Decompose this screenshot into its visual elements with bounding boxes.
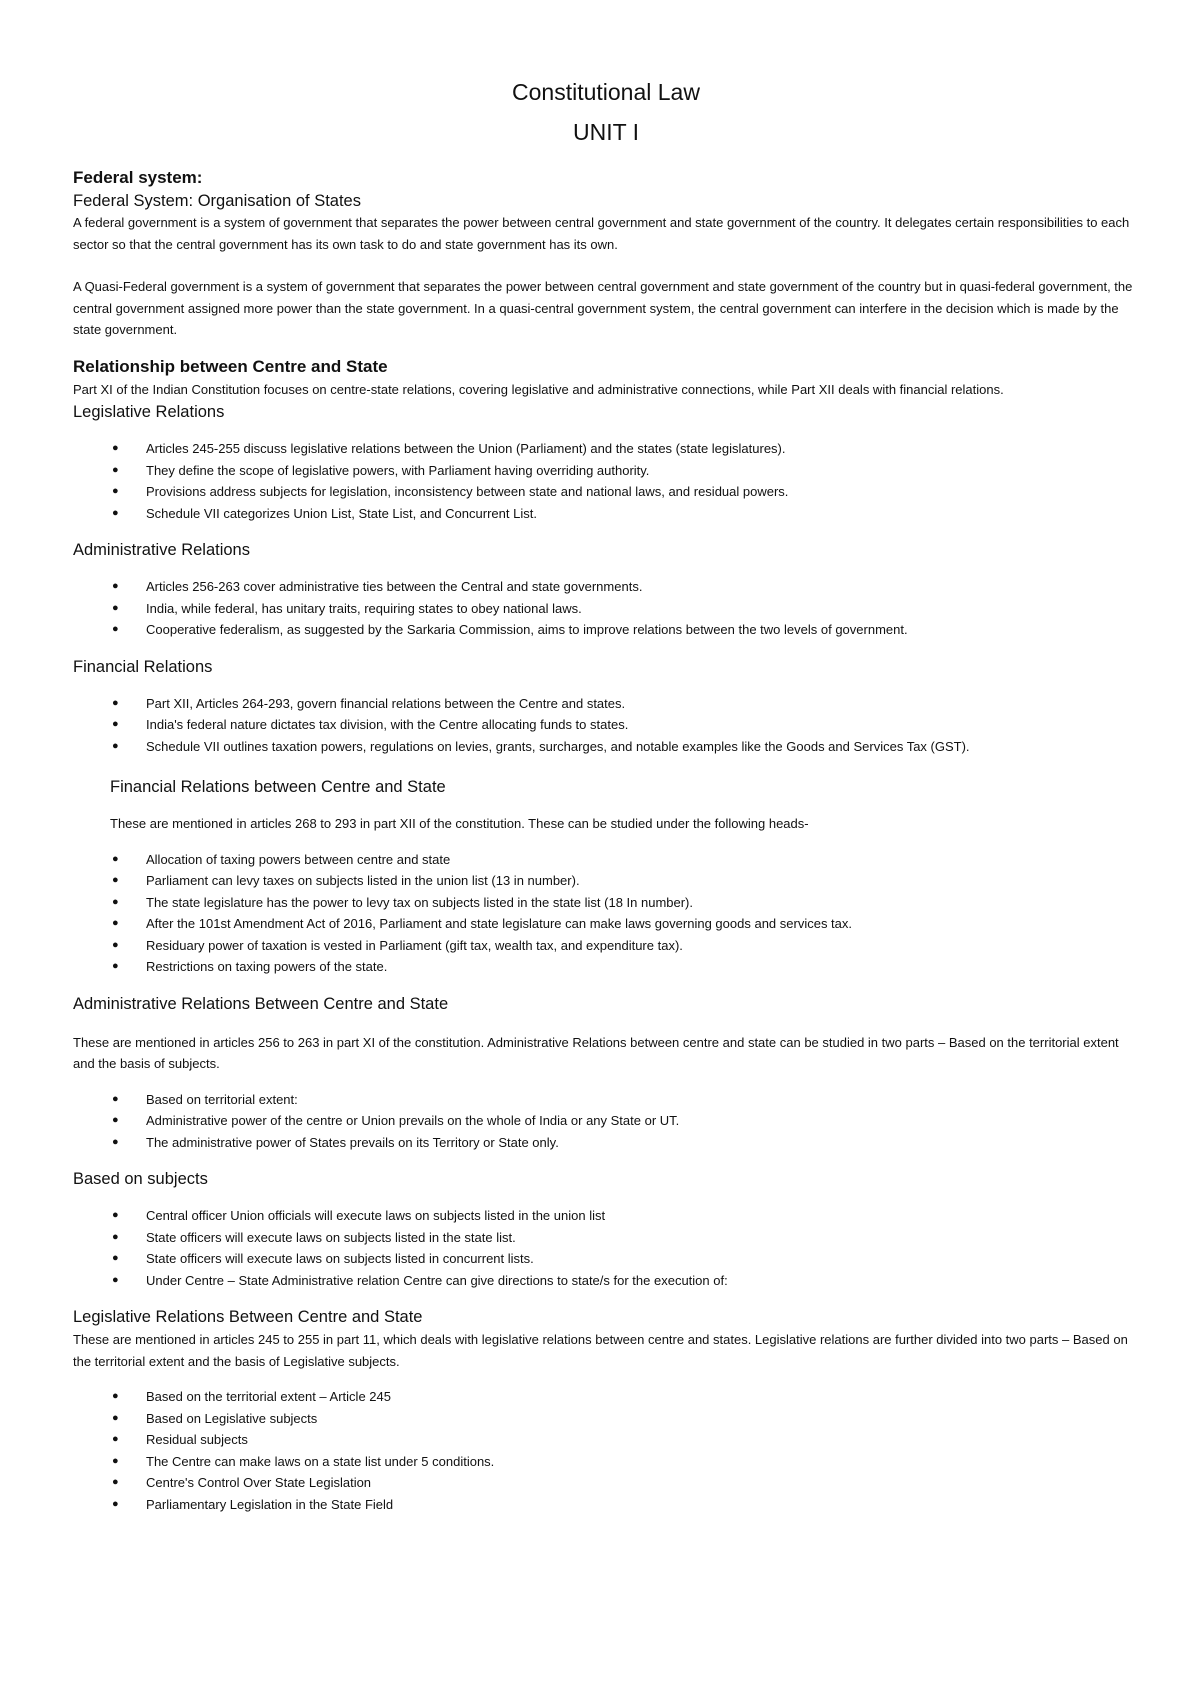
list-item: ● Part XII, Articles 264-293, govern financial relations between the Centre and states. [146, 693, 1139, 715]
bullet-icon: ● [112, 506, 119, 519]
bullet-icon: ● [112, 442, 119, 454]
financial-cs-heading: Financial Relations between Centre and State [110, 778, 446, 796]
bullet-icon: ● [112, 1273, 119, 1286]
bullet-icon: ● [112, 1433, 119, 1445]
list-item: ● Centre's Control Over State Legislation [146, 1472, 1139, 1494]
relationship-heading: Relationship between Centre and State [73, 356, 388, 376]
list-item: ● Residual subjects [146, 1429, 1139, 1451]
bullet-icon: ● [112, 696, 119, 709]
bullet-icon: ● [112, 1252, 119, 1264]
document-page [73, 72, 1139, 1515]
list-item: ● Based on Legislative subjects [146, 1408, 1139, 1430]
list-item: ● Parliamentary Legislation in the State Field [146, 1494, 1139, 1516]
bullet-icon: ● [112, 1114, 119, 1126]
legislative-relations-heading: Legislative Relations [73, 403, 225, 421]
list-item: ● Central officer Union officials will execute laws on subjects listed in the union list [146, 1205, 1139, 1227]
bullet-icon: ● [112, 463, 119, 476]
list-item: ● Under Centre – State Administrative relation Centre can give directions to state/s for the execution of: [146, 1270, 1139, 1292]
financial-cs-list [73, 849, 1139, 978]
bullet-icon: ● [112, 580, 119, 592]
relationship-paragraph: Part XI of the Indian Constitution focuses on centre-state relations, covering legislative and administrative connections, while Part XII deals with financial relations. [73, 381, 1004, 397]
bullet-icon: ● [112, 1092, 119, 1105]
federal-system-subheading: Federal System: Organisation of States [73, 192, 361, 210]
bullet-icon: ● [112, 1390, 119, 1402]
bullet-icon: ● [112, 718, 119, 730]
bullet-icon: ● [112, 1497, 119, 1510]
bullet-icon: ● [112, 601, 119, 614]
list-item: ● Based on the territorial extent – Article 245 [146, 1386, 1139, 1408]
bullet-icon: ● [112, 874, 119, 886]
list-item: ● Administrative power of the centre or Union prevails on the whole of India or any State or UT. [146, 1110, 1139, 1132]
bullet-icon: ● [112, 938, 119, 951]
admin-cs-heading: Administrative Relations Between Centre and State [73, 994, 449, 1013]
list-item: ● Schedule VII outlines taxation powers, regulations on levies, grants, surcharges, and notable examples like the Goods and Services Tax (GST). [146, 736, 1139, 758]
list-item: ● India's federal nature dictates tax division, with the Centre allocating funds to states. [146, 714, 1139, 736]
financial-cs-paragraph: These are mentioned in articles 268 to 293 in part XII of the constitution. These can be studied under the following heads- [110, 816, 809, 831]
list-item: ● After the 101st Amendment Act of 2016, Parliament and state legislature can make laws governing goods and services tax. [146, 913, 1139, 935]
administrative-relations-list [73, 576, 1139, 641]
legis-cs-heading: Legislative Relations Between Centre and State [73, 1308, 423, 1326]
list-item: ● The Centre can make laws on a state list under 5 conditions. [146, 1451, 1139, 1473]
federal-system-heading: Federal system: [73, 168, 203, 187]
list-item: ● Provisions address subjects for legislation, inconsistency between state and national laws, and residual powers. [146, 481, 1139, 503]
unit-heading: UNIT I [572, 119, 640, 145]
legislative-relations-list [73, 438, 1139, 524]
list-item: ● Schedule VII categorizes Union List, State List, and Concurrent List. [146, 503, 1139, 525]
list-item: ● State officers will execute laws on subjects listed in the state list. [146, 1227, 1139, 1249]
based-on-subjects-list [73, 1205, 1139, 1291]
list-item: ● Restrictions on taxing powers of the state. [146, 956, 1139, 978]
list-item: ● Allocation of taxing powers between centre and state [146, 849, 1139, 871]
document-title: Constitutional Law [512, 79, 700, 105]
financial-relations-list [73, 693, 1139, 758]
bullet-icon: ● [112, 895, 119, 908]
bullet-icon: ● [112, 960, 119, 972]
financial-relations-heading: Financial Relations [73, 657, 213, 676]
list-item: ● Based on territorial extent: [146, 1089, 1139, 1111]
list-item: ● The administrative power of States prevails on its Territory or State only. [146, 1132, 1139, 1154]
bullet-icon: ● [112, 739, 119, 752]
list-item: ● The state legislature has the power to levy tax on subjects listed in the state list (18 In number). [146, 892, 1139, 914]
legis-cs-list [73, 1386, 1139, 1515]
bullet-icon: ● [112, 485, 119, 497]
bullet-icon: ● [112, 1209, 119, 1221]
bullet-icon: ● [112, 1230, 119, 1243]
admin-cs-paragraph: These are mentioned in articles 256 to 263 in part XI of the constitution. Administrative Relations between centre and state can be studied in two parts – Based on the territorial extent and the basis of subjects. [73, 1034, 1119, 1071]
admin-cs-list [73, 1089, 1139, 1154]
bullet-icon: ● [112, 1135, 119, 1148]
legis-cs-paragraph: These are mentioned in articles 245 to 255 in part 11, which deals with legislative relations between centre and states. Legislative relations are further divided into two parts – Based on the territorial extent and the basis of Legislative subjects. [73, 1332, 1128, 1369]
bullet-icon: ● [112, 917, 119, 929]
list-item: ● India, while federal, has unitary traits, requiring states to obey national laws. [146, 598, 1139, 620]
administrative-relations-heading: Administrative Relations [73, 541, 250, 559]
list-item: ● Residuary power of taxation is vested in Parliament (gift tax, wealth tax, and expenditure tax). [146, 935, 1139, 957]
list-item: ● They define the scope of legislative powers, with Parliament having overriding authority. [146, 460, 1139, 482]
bullet-icon: ● [112, 1476, 119, 1488]
quasi-federal-paragraph: A Quasi-Federal government is a system of government that separates the power between central government and state government of the country but in quasi-federal government, the central government assigned more power than the state government. In a quasi-central government system, the central government can interfere in the decision which is made by the state government. [73, 279, 1133, 337]
bullet-icon: ● [112, 852, 119, 865]
list-item: ● Parliament can levy taxes on subjects listed in the union list (13 in number). [146, 870, 1139, 892]
list-item: ● State officers will execute laws on subjects listed in concurrent lists. [146, 1248, 1139, 1270]
list-item: ● Cooperative federalism, as suggested by the Sarkaria Commission, aims to improve relations between the two levels of government. [146, 619, 1139, 641]
bullet-icon: ● [112, 1411, 119, 1424]
bullet-icon: ● [112, 623, 119, 635]
based-on-subjects-heading: Based on subjects [73, 1170, 208, 1188]
list-item: ● Articles 245-255 discuss legislative relations between the Union (Parliament) and the states (state legislatures). [146, 438, 1139, 460]
bullet-icon: ● [112, 1454, 119, 1467]
federal-paragraph: A federal government is a system of government that separates the power between central government and state government of the country. It delegates certain responsibilities to each sector so that the central government has its own task to do and state government has its own. [73, 215, 1130, 252]
list-item: ● Articles 256-263 cover administrative ties between the Central and state governments. [146, 576, 1139, 598]
